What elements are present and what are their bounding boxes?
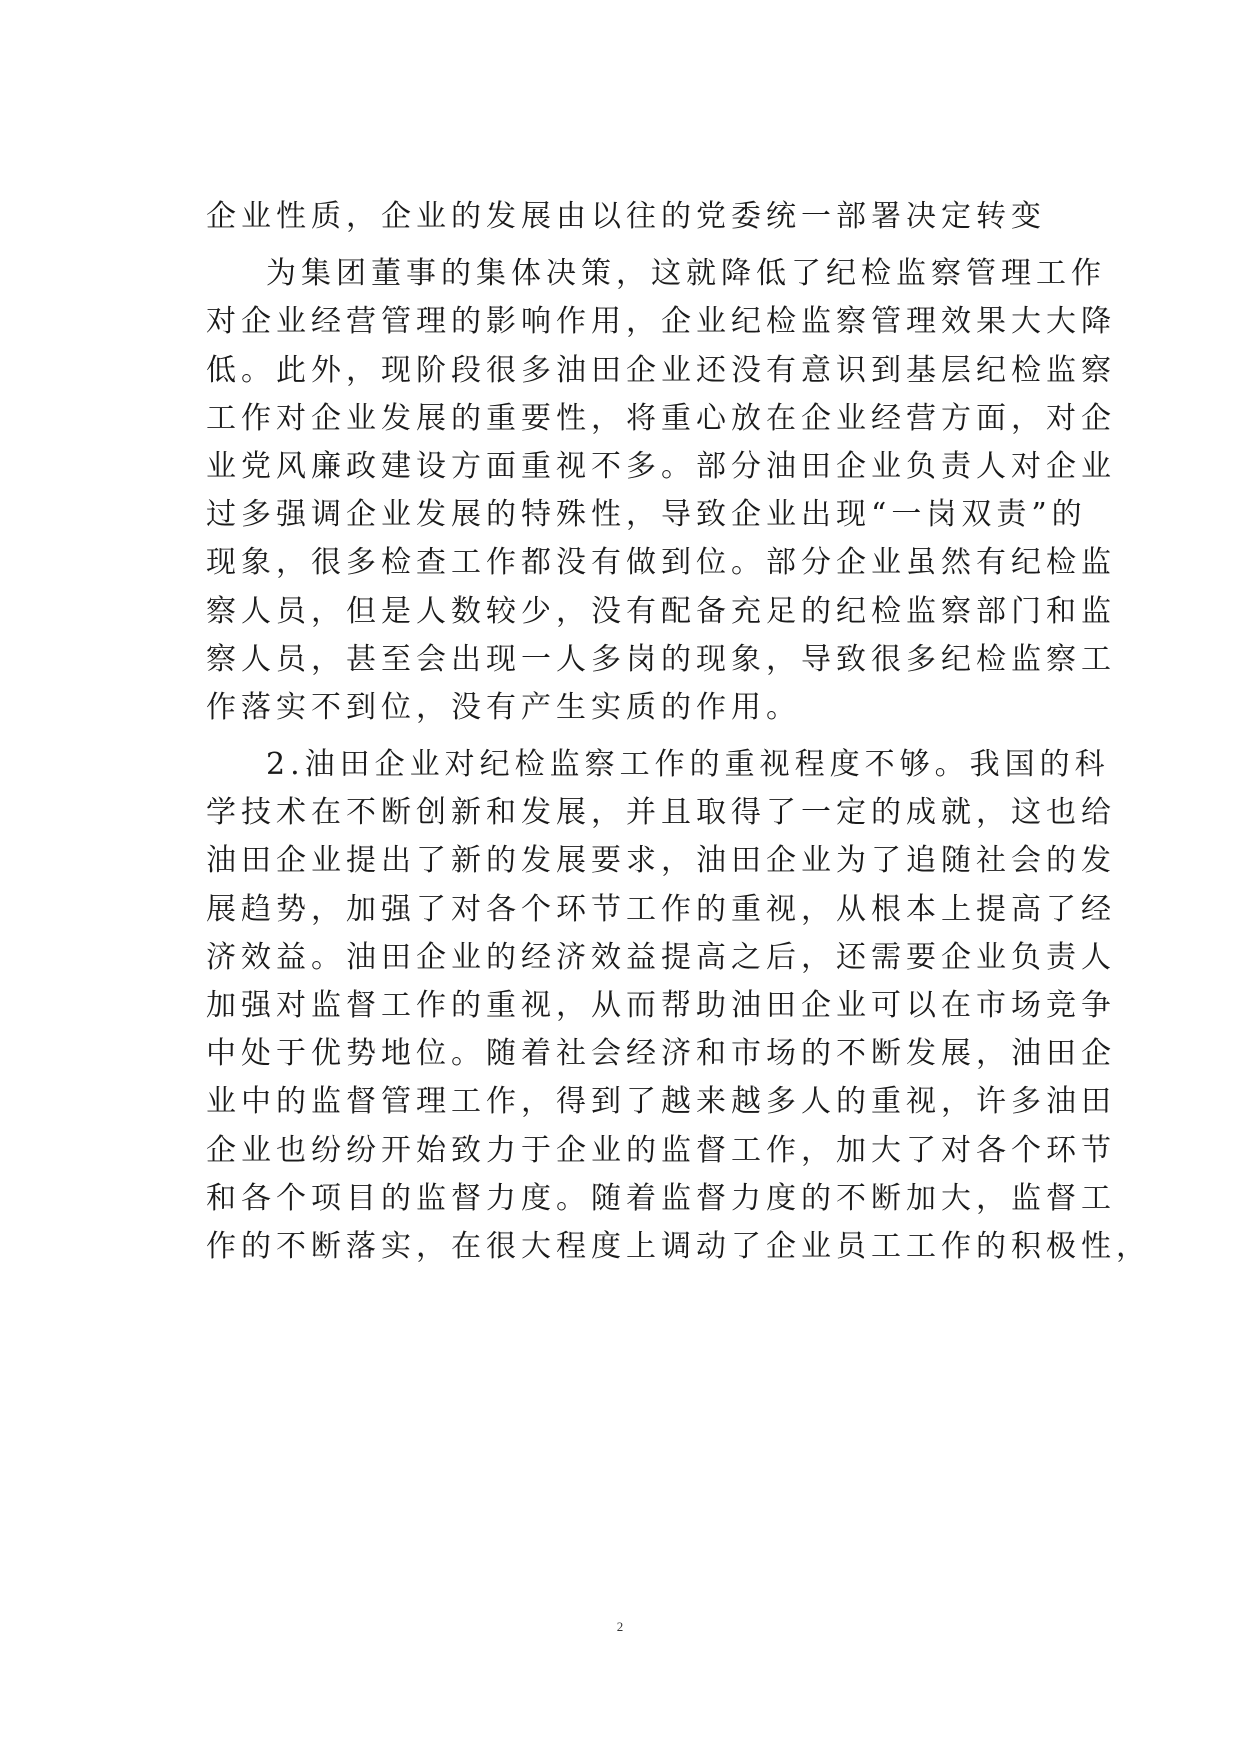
text-line: 企业性质，企业的发展由以往的党委统一部署决定转变	[206, 199, 1046, 234]
text-line: 察人员，但是人数较少，没有配备充足的纪检监察部门和监	[206, 593, 1116, 629]
text-line: 加强对监督工作的重视，从而帮助油田企业可以在市场竞争	[206, 988, 1116, 1023]
text-line: 对企业经营管理的影响作用，企业纪检监察管理效果大大降	[206, 304, 1116, 340]
text-line: 业党风廉政建设方面重视不多。部分油田企业负责人对企业	[206, 448, 1116, 484]
paragraph-gap	[206, 241, 1066, 250]
text-line: 察人员，甚至会出现一人多岗的现象，导致很多纪检监察工	[206, 641, 1116, 677]
text-line: 展趋势，加强了对各个环节工作的重视，从根本上提高了经	[206, 891, 1116, 927]
text-line: 业中的监督管理工作，得到了越来越多人的重视，许多油田	[206, 1084, 1116, 1120]
text-line: 中处于优势地位。随着社会经济和市场的不断发展，油田企	[206, 1036, 1116, 1072]
text-line: 2.油田企业对纪检监察工作的重视程度不够。我国的科	[266, 747, 1110, 783]
page-number: 2	[616, 1619, 624, 1634]
text-line: 为集团董事的集体决策，这就降低了纪检监察管理工作	[266, 256, 1106, 292]
text-line: 低。此外，现阶段很多油田企业还没有意识到基层纪检监察	[206, 352, 1116, 388]
text-line: 作落实不到位，没有产生实质的作用。	[206, 689, 801, 725]
text-line: 过多强调企业发展的特殊性，导致企业出现“一岗双责”的	[206, 497, 1087, 533]
text-line: 工作对企业发展的重要性，将重心放在企业经营方面，对企	[206, 400, 1116, 436]
text-line: 作的不断落实，在很大程度上调动了企业员工工作的积极性，	[206, 1228, 1151, 1264]
text-line: 油田企业提出了新的发展要求，油田企业为了追随社会的发	[206, 843, 1116, 879]
text-line: 现象，很多检查工作都没有做到位。部分企业虽然有纪检监	[206, 545, 1116, 581]
text-line: 企业也纷纷开始致力于企业的监督工作，加大了对各个环节	[206, 1132, 1116, 1168]
paragraph-gap	[206, 732, 1066, 741]
text-line: 济效益。油田企业的经济效益提高之后，还需要企业负责人	[206, 939, 1116, 975]
text-line: 学技术在不断创新和发展，并且取得了一定的成就，这也给	[206, 795, 1116, 831]
body-text	[206, 193, 1151, 1271]
text-line: 和各个项目的监督力度。随着监督力度的不断加大，监督工	[206, 1180, 1116, 1216]
